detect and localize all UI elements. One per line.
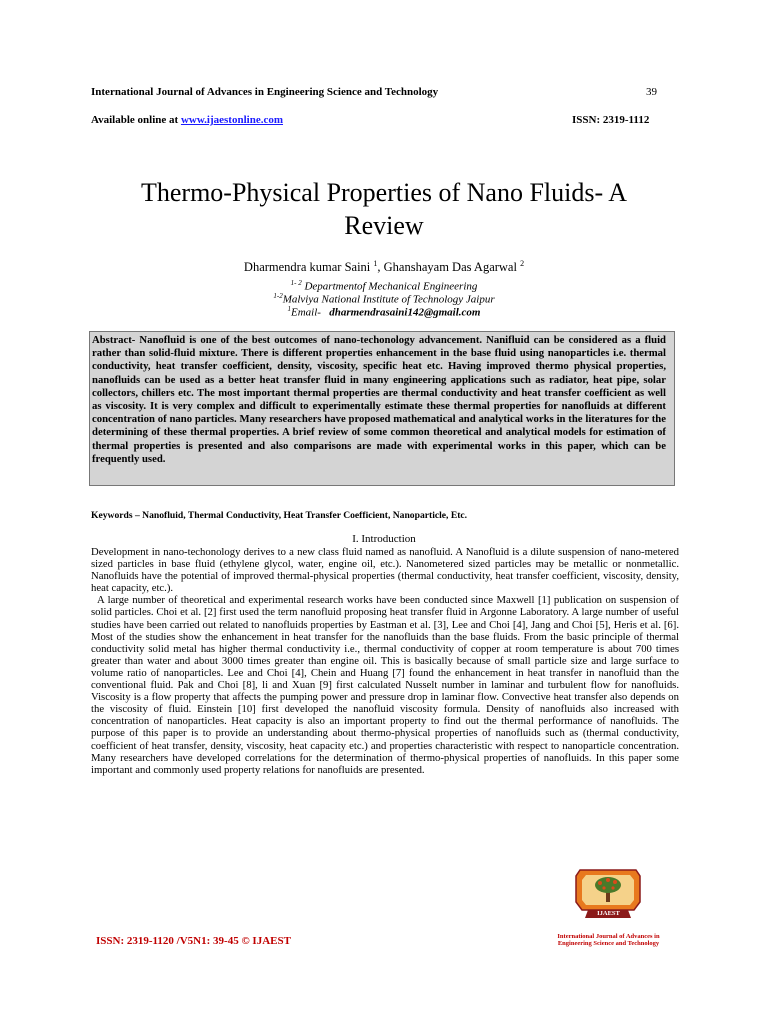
- title-line-2: Review: [344, 211, 424, 240]
- paragraph-2: A large number of theoretical and experimental research works have been conducted since Maxwell [1] publication on suspension of solid particles. Choi et al. [2] first used the term nanofluid proposing heat transfer fluid in Argonne Laboratory. A large number of useful studies have been carried out related to nanofluids properties by Eastman et al. [3], Lee and Choi [4], Jang and Choi [5], Heris et al. [6]. Most of the studies show the enhancement in heat transfer for the nanofluids than the base fluids. From the basic principle of thermal conductivity solid metal has higher thermal conductivity i.e., thermal conductivity of copper at room temperature is about 700 times greater than water and about 3000 times greater than engine oil. This is basically because of small particle size and large surface to volume ratio of nanoparticles. Lee and Choi [4], Chein and Huang [7] found the enhancement in heat transfer in nanofluid than the conventional fluid. Pak and Choi [8], li and Xuan [9] first calculated Nusselt number in laminar and turbulent flow for nanofluids. Viscosity is a flow property that affects the pumping power and pressure drop in laminar flow. Convective heat transfer also depends on the viscosity of fluid. Einstein [10] first developed the nanofluid viscosity formula. Density of nanofluids also increased with concentration of nanoparticles. Heat capacity is also an important property to find out the thermal performance of nanofluids. The purpose of this paper is to provide an understanding about thermo-physical properties of nanofluids such as (thermal conductivity, coefficient of heat transfer, density, viscosity, heat capacity etc.) and properties characteristic with respect to nanoparticle concentration. Many researchers have developed correlations for the determination of thermo-physical properties of nanofluids. In this paper some important and commonly used property relations for nanofluids are presented.: [91, 594, 679, 776]
- available-prefix: Available online at: [91, 114, 181, 126]
- affiliation-institute: [0, 292, 768, 306]
- affiliation-department: [0, 279, 768, 293]
- affil-3-sup: 1: [287, 305, 292, 313]
- ijaest-logo-icon: [536, 866, 681, 928]
- logo-caption-2: Engineering Science and Technology: [557, 940, 660, 947]
- author-2-sup: 2: [520, 259, 525, 268]
- issn-header: ISSN: 2319-1112: [572, 114, 650, 126]
- affil-2-sup: 1-2: [273, 292, 283, 300]
- affiliation-email: [0, 305, 768, 319]
- author-separator: ,: [377, 260, 384, 275]
- email-address[interactable]: dharmendrasaini142@gmail.com: [329, 306, 481, 319]
- title-line-1: Thermo-Physical Properties of Nano Fluids- A: [141, 178, 627, 207]
- paper-title: [60, 176, 708, 242]
- website-link[interactable]: www.ijaestonline.com: [180, 114, 283, 126]
- affil-1-sup: 1- 2: [290, 279, 302, 287]
- paragraph-1: Development in nano-techonology derives to a new class fluid named as nanofluid. A Nanofluid is a dilute suspension of nano-metered sized particles in base fluid (ethylene glycol, water, engine oil, etc.). Nanometered sized particles may be metallic or nonmetallic. Nanofluids have the potential of improved thermal-physical properties (thermal conductivity, heat transfer coefficient, viscosity, density, heat capacity, etc.).: [91, 546, 679, 595]
- author-2: Ghanshayam Das Agarwal: [383, 260, 517, 275]
- footer-issn: ISSN: 2319-1120 /V5N1: 39-45 © IJAEST: [96, 935, 291, 947]
- journal-name: International Journal of Advances in Engineering Science and Technology: [91, 86, 439, 98]
- logo-banner-text: IJAEST: [597, 910, 620, 917]
- availability-line: [91, 114, 283, 126]
- logo-caption-1: International Journal of Advances in: [557, 933, 660, 940]
- email-label: Email-: [291, 306, 321, 319]
- abstract-box: Abstract- Nanofluid is one of the best outcomes of nano-techonology advancement. Nanifluid can be considered as a fluid rather than solid-fluid mixture. There is different properties enhancement in the base fluid using nanoparticles i.e. thermal conductivity, heat transfer coefficient, density, viscosity, specific heat etc. Having improved thermo physical properties, nanofluids can be used as a better heat transfer fluid in many engineering applications such as radiator, heat pipe, solar collectors, chillers etc. The most important thermal properties are thermal conductivity and heat transfer coefficient as well as viscosity. It is very complex and difficult to experimentally estimate these thermal properties for nanofluids at different concentration of nano particles. Many researchers have proposed mathematical and analytical works in the literatures for the determining of these thermal properties. A brief review of some common theoretical and analytical models for estimation of thermal properties is presented and also comparisons are made with experimental works in this paper, which can be frequently used.: [89, 331, 675, 486]
- affil-1-text: Departmentof Mechanical Engineering: [304, 280, 478, 293]
- authors: [0, 259, 768, 275]
- page-number: 39: [646, 86, 657, 98]
- keywords: Keywords – Nanofluid, Thermal Conductivity, Heat Transfer Coefficient, Nanoparticle, Etc.: [91, 510, 468, 521]
- journal-logo: [536, 866, 681, 947]
- author-1-sup: 1: [373, 259, 378, 268]
- affil-2-text: Malviya National Institute of Technology Jaipur: [282, 293, 495, 306]
- author-1: Dharmendra kumar Saini: [243, 260, 371, 275]
- section-heading: I. Introduction: [352, 533, 416, 545]
- introduction-body: [91, 546, 679, 776]
